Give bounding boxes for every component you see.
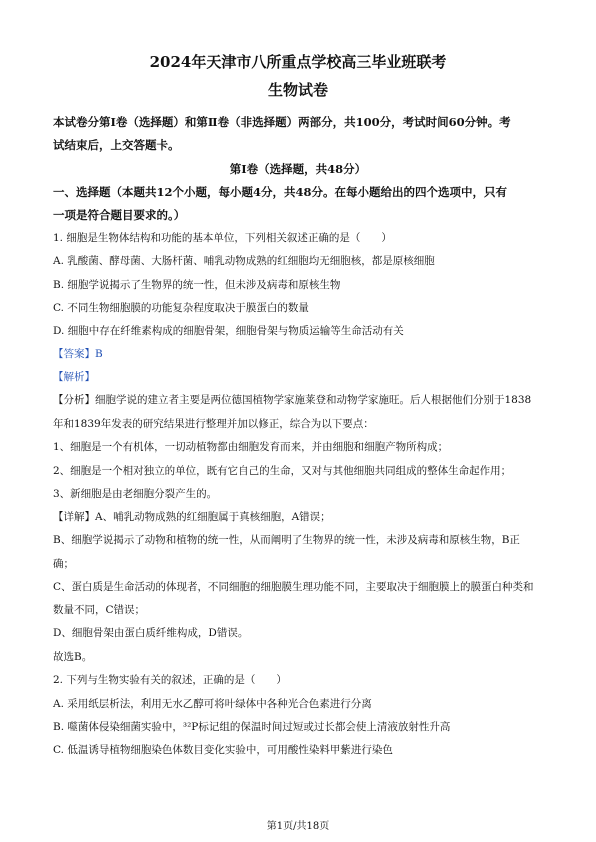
section-instruction-2: 一项是符合题目要求的。） xyxy=(53,208,186,222)
q1-option-d: D. 细胞中存在纤维素构成的细胞骨架，细胞骨架与物质运输等生命活动有关 xyxy=(53,325,404,337)
q2-option-c: C. 低温诱导植物细胞染色体数目变化实验中，可用酸性染料甲紫进行染色 xyxy=(53,744,393,756)
q1-analysis-line: 3、新细胞是由老细胞分裂产生的。 xyxy=(53,488,218,500)
q1-stem: 1. 细胞是生物体结构和功能的基本单位，下列相关叙述正确的是（ ） xyxy=(53,232,392,244)
q1-explanation-line: 确； xyxy=(53,558,74,570)
q1-option-a: A. 乳酸菌、酵母菌、大肠杆菌、哺乳动物成熟的红细胞均无细胞核，都是原核细胞 xyxy=(53,255,435,267)
q1-explanation-line: 【详解】A、哺乳动物成熟的红细胞属于真核细胞，A错误； xyxy=(53,511,331,523)
q1-explanation-line: 数量不同，C错误； xyxy=(53,604,146,616)
q1-analysis-line: 1、细胞是一个有机体，一切动植物都由细胞发育而来，并由细胞和细胞产物所构成； xyxy=(53,441,449,453)
q2-stem: 2. 下列与生物实验有关的叙述，正确的是（ ） xyxy=(53,674,287,686)
q1-analysis-label: 【解析】 xyxy=(53,371,95,383)
intro-line-2: 试结束后，上交答题卡。 xyxy=(53,138,180,152)
q1-explanation-line: B、细胞学说揭示了动物和植物的统一性，从而阐明了生物界的统一性，未涉及病毒和原核生物，B正 xyxy=(53,534,520,546)
exam-subject: 生物试卷 xyxy=(267,81,328,99)
exam-title: 2024年天津市八所重点学校高三毕业班联考 xyxy=(149,53,447,71)
q1-explanation-line: 故选B。 xyxy=(53,651,93,663)
q1-option-b: B. 细胞学说揭示了生物界的统一性，但未涉及病毒和原核生物 xyxy=(53,279,341,291)
q1-analysis-line: 年和1839年发表的研究结果进行整理并加以修正，综合为以下要点： xyxy=(53,418,374,430)
q1-analysis-line: 【分析】细胞学说的建立者主要是两位德国植物学家施莱登和动物学家施旺。后人根据他们分别于1838 xyxy=(53,394,532,406)
q1-option-c: C. 不同生物细胞膜的功能复杂程度取决于膜蛋白的数量 xyxy=(53,302,309,314)
q1-analysis-line: 2、细胞是一个相对独立的单位，既有它自己的生命，又对与其他细胞共同组成的整体生命起作用； xyxy=(53,465,512,477)
section-instruction-1: 一、选择题（本题共12个小题，每小题4分，共48分。在每小题给出的四个选项中，只有 xyxy=(53,185,508,199)
page-number: 第1页/共18页 xyxy=(266,821,330,832)
q1-answer: 【答案】B xyxy=(53,348,103,360)
intro-line-1: 本试卷分第Ⅰ卷（选择题）和第Ⅱ卷（非选择题）两部分，共100分，考试时间60分钟。考 xyxy=(53,115,511,129)
q2-option-b: B. 噬菌体侵染细菌实验中，³²P标记组的保温时间过短或过长都会使上清液放射性升高 xyxy=(53,721,451,733)
q2-option-a: A. 采用纸层析法，利用无水乙醇可将叶绿体中各种光合色素进行分离 xyxy=(53,698,372,710)
q1-explanation-line: C、蛋白质是生命活动的体现者，不同细胞的细胞膜生理功能不同，主要取决于细胞膜上的膜蛋白种类和 xyxy=(53,581,534,593)
q1-explanation-line: D、细胞骨架由蛋白质纤维构成，D错误。 xyxy=(53,627,249,639)
section-heading: 第Ⅰ卷（选择题，共48分） xyxy=(229,162,367,176)
